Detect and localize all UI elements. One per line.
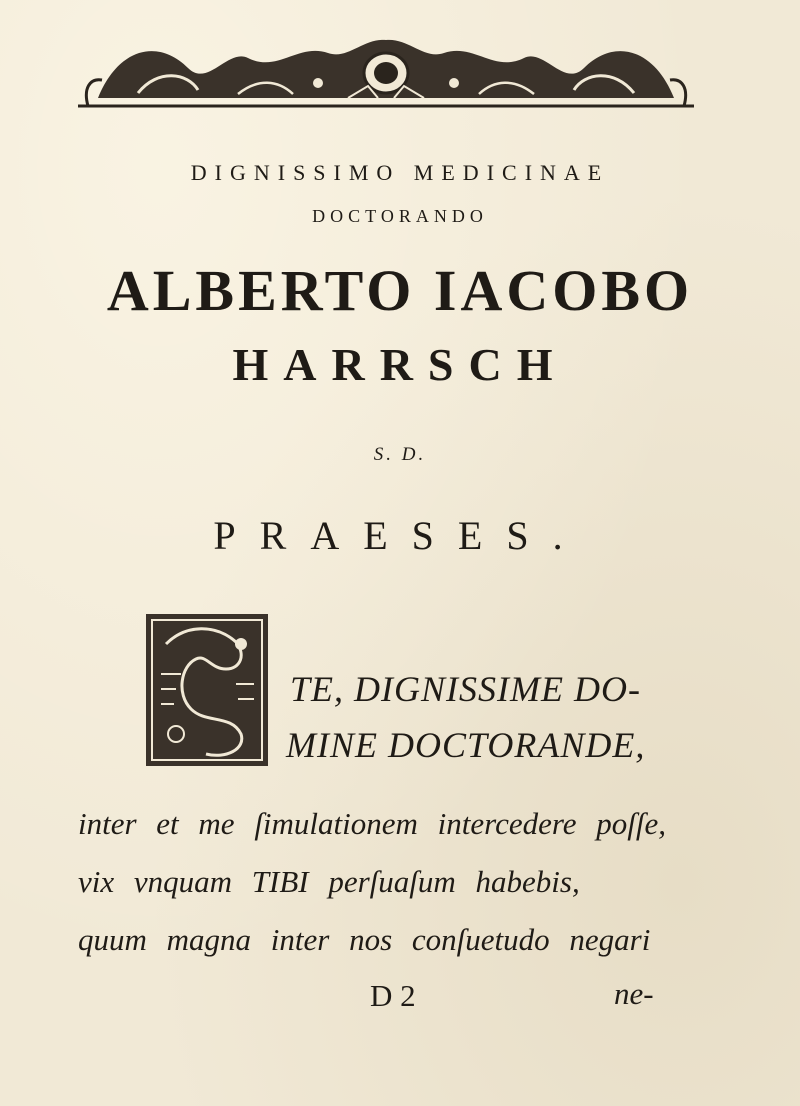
body-line-1: TE, DIGNISSIME DO- — [290, 669, 641, 709]
decorated-initial-letter — [146, 614, 268, 766]
signature-mark: D 2 — [370, 978, 416, 1013]
body-line-5: quum magna inter nos conſuetudo negari — [78, 922, 651, 957]
salutation: S. D. — [373, 444, 427, 465]
dedicatee-family-name: HARRSCH — [232, 339, 568, 390]
body-line-3: inter et me ſimulationem intercedere poſſe, — [78, 806, 666, 841]
praeses-heading: PRAESES. — [213, 513, 587, 558]
body-line-2: MINE DOCTORANDE, — [286, 725, 646, 765]
body-line-4: vix vnquam TIBI perſuaſum habebis, — [78, 864, 580, 899]
catchword: ne- — [614, 976, 654, 1011]
dedication-line-1: DIGNISSIMO MEDICINAE — [190, 160, 610, 185]
dedicatee-given-names: ALBERTO IACOBO — [106, 258, 694, 323]
dedication-line-2: DOCTORANDO — [312, 206, 488, 226]
ornamental-headpiece — [78, 28, 694, 110]
